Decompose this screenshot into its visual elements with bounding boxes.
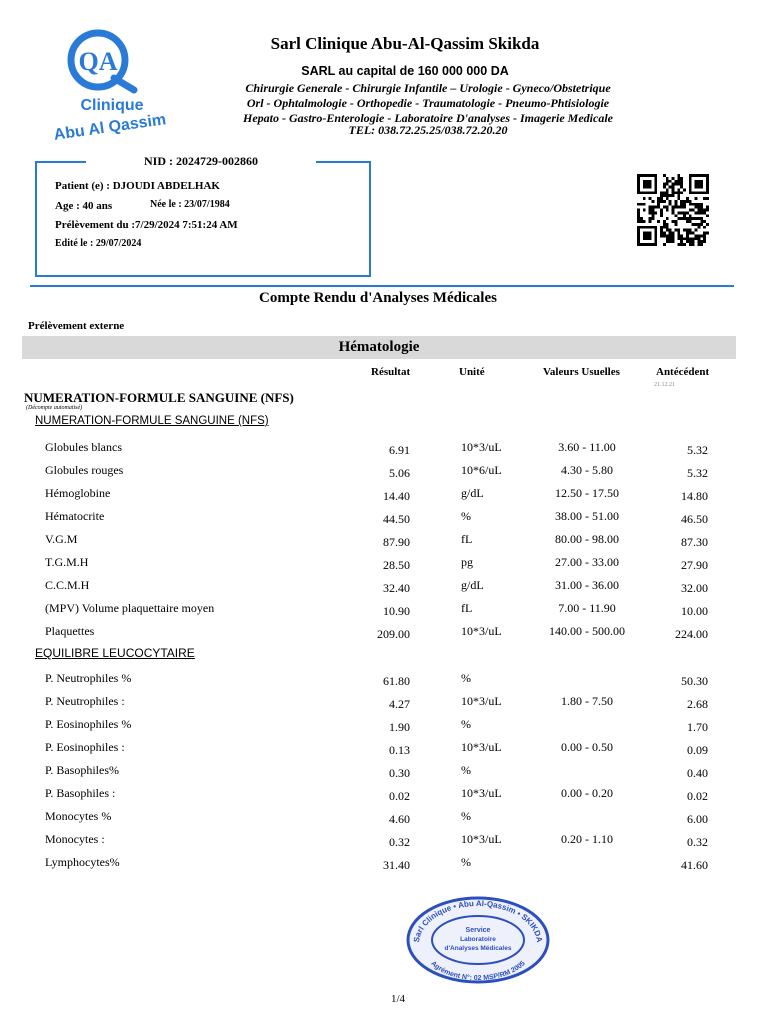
patient-name: Patient (e) : DJOUDI ABDELHAK [55, 180, 220, 192]
result-row [0, 440, 768, 460]
test-name: Monocytes % [45, 809, 112, 823]
test-reference: 0.00 - 0.20 [561, 786, 613, 800]
test-unit: fL [461, 532, 473, 546]
result-row [0, 855, 768, 875]
test-reference: 80.00 - 98.00 [555, 532, 619, 546]
test-unit: 10*3/uL [461, 786, 502, 800]
previous-date: 21.12.21 [654, 382, 675, 388]
test-name: (MPV) Volume plaquettaire moyen [45, 601, 215, 615]
test-result: 6.91 [389, 443, 410, 457]
result-row [0, 832, 768, 852]
qr-code [636, 174, 710, 246]
test-unit: 10*3/uL [461, 624, 502, 638]
test-unit: 10*3/uL [461, 694, 502, 708]
test-reference: 12.50 - 17.50 [555, 486, 619, 500]
column-header-unit: Unité [459, 366, 485, 378]
subgroup-title: EQUILIBRE LEUCOCYTAIRE [35, 646, 195, 660]
page-number: 1/4 [390, 993, 406, 1005]
patient-birthdate: Née le : 23/07/1984 [150, 199, 230, 210]
test-reference: 4.30 - 5.80 [561, 463, 613, 477]
test-unit: % [461, 717, 471, 731]
clinic-capital: SARL au capital de 160 000 000 DA [301, 64, 509, 78]
patient-age: Age : 40 ans [55, 200, 113, 212]
result-row [0, 717, 768, 737]
test-result: 1.90 [389, 720, 410, 734]
test-result: 0.13 [389, 743, 410, 757]
test-name: P. Basophiles : [45, 786, 116, 800]
test-unit: pg [461, 555, 473, 569]
test-name: Hémoglobine [45, 486, 111, 500]
specialties-line: Hepato - Gastro-Enterologie - Laboratoire D'analyses - Imagerie Medicale [243, 111, 613, 125]
test-name: P. Eosinophiles % [45, 717, 132, 731]
test-previous: 27.90 [681, 558, 708, 572]
test-reference: 3.60 - 11.00 [558, 440, 616, 454]
logo-subtext: Abu Al Qassim [52, 111, 168, 140]
test-previous: 41.60 [681, 858, 708, 872]
group-note: (Décompte automatisé) [26, 405, 83, 411]
result-row [0, 763, 768, 783]
test-name: P. Neutrophiles : [45, 694, 125, 708]
test-previous: 1.70 [687, 720, 708, 734]
test-previous: 0.40 [687, 766, 708, 780]
test-reference: 0.20 - 1.10 [561, 832, 613, 846]
stamp-line: Service [465, 927, 491, 934]
specialties-line: Chirurgie Generale - Chirurgie Infantile – Urologie - Gyneco/Obstetrique [245, 81, 611, 95]
result-row [0, 555, 768, 575]
logo-letters: QA [78, 47, 118, 76]
test-name: Plaquettes [45, 624, 95, 638]
result-row [0, 809, 768, 829]
result-row [0, 486, 768, 506]
test-result: 31.40 [383, 858, 410, 872]
test-result: 87.90 [383, 535, 410, 549]
test-unit: % [461, 855, 471, 869]
test-result: 5.06 [389, 466, 410, 480]
test-name: Hématocrite [45, 509, 105, 523]
test-previous: 0.09 [687, 743, 708, 757]
test-reference: 1.80 - 7.50 [561, 694, 613, 708]
sample-type: Prélèvement externe [28, 320, 125, 332]
result-row [0, 463, 768, 483]
test-unit: fL [461, 601, 473, 615]
test-name: Monocytes : [45, 832, 105, 846]
result-row [0, 532, 768, 552]
test-previous: 2.68 [687, 697, 708, 711]
test-name: Lymphocytes% [45, 855, 120, 869]
patient-nid: NID : 2024729-002860 [86, 154, 316, 169]
test-result: 10.90 [383, 604, 410, 618]
result-row [0, 509, 768, 529]
result-row [0, 601, 768, 621]
test-result: 4.60 [389, 812, 410, 826]
test-previous: 0.02 [687, 789, 708, 803]
test-reference: 27.00 - 33.00 [555, 555, 619, 569]
test-result: 14.40 [383, 489, 410, 503]
test-name: C.C.M.H [45, 578, 90, 592]
clinic-phone: TEL: 038.72.25.25/038.72.20.20 [348, 123, 508, 137]
test-result: 0.32 [389, 835, 410, 849]
test-unit: % [461, 509, 471, 523]
result-row [0, 671, 768, 691]
test-unit: 10*3/uL [461, 832, 502, 846]
laboratory-stamp [403, 894, 553, 984]
test-name: T.G.M.H [45, 555, 89, 569]
test-previous: 14.80 [681, 489, 708, 503]
test-result: 4.27 [389, 697, 410, 711]
test-previous: 87.30 [681, 535, 708, 549]
test-previous: 224.00 [675, 627, 708, 641]
test-previous: 46.50 [681, 512, 708, 526]
test-reference: 0.00 - 0.50 [561, 740, 613, 754]
test-unit: 10*3/uL [461, 740, 502, 754]
test-name: Globules blancs [45, 440, 122, 454]
test-reference: 31.00 - 36.00 [555, 578, 619, 592]
test-unit: % [461, 809, 471, 823]
group-title: NUMERATION-FORMULE SANGUINE (NFS) [24, 390, 294, 405]
test-name: P. Basophiles% [45, 763, 120, 777]
logo-text: Clinique [80, 97, 144, 114]
test-name: Globules rouges [45, 463, 124, 477]
edit-date: Edité le : 29/07/2024 [55, 238, 142, 249]
result-row [0, 786, 768, 806]
test-name: P. Eosinophiles : [45, 740, 125, 754]
test-previous: 5.32 [687, 466, 708, 480]
test-previous: 50.30 [681, 674, 708, 688]
result-row [0, 740, 768, 760]
test-previous: 10.00 [681, 604, 708, 618]
result-row [0, 694, 768, 714]
test-result: 0.02 [389, 789, 410, 803]
result-row [0, 624, 768, 644]
test-unit: % [461, 671, 471, 685]
test-result: 28.50 [383, 558, 410, 572]
column-header-result: Résultat [371, 366, 411, 378]
test-reference: 7.00 - 11.90 [558, 601, 616, 615]
test-result: 44.50 [383, 512, 410, 526]
test-result: 209.00 [377, 627, 410, 641]
result-row [0, 578, 768, 598]
stamp-line: Laboratoire [460, 936, 496, 943]
test-reference: 38.00 - 51.00 [555, 509, 619, 523]
test-previous: 0.32 [687, 835, 708, 849]
stamp-line: d'Analyses Médicales [444, 945, 512, 952]
test-name: P. Neutrophiles % [45, 671, 132, 685]
test-unit: 10*3/uL [461, 440, 502, 454]
test-result: 0.30 [389, 766, 410, 780]
sampling-date: Prélèvement du :7/29/2024 7:51:24 AM [55, 219, 238, 231]
test-result: 32.40 [383, 581, 410, 595]
header-divider [30, 285, 734, 287]
test-previous: 5.32 [687, 443, 708, 457]
subgroup-title: NUMERATION-FORMULE SANGUINE (NFS) [35, 415, 269, 427]
stamp-outer-text: Sarl Clinique • Abu Al-Qassim • SKIKDA [411, 898, 545, 943]
test-name: V.G.M [45, 532, 78, 546]
report-title: Compte Rendu d'Analyses Médicales [259, 290, 497, 306]
test-previous: 32.00 [681, 581, 708, 595]
specialties-line: Orl - Ophtalmologie - Orthopedie - Traumatologie - Pneumo-Phtisiologie [246, 96, 610, 110]
test-previous: 6.00 [687, 812, 708, 826]
test-unit: 10*6/uL [461, 463, 502, 477]
test-unit: g/dL [461, 486, 484, 500]
stamp-bottom-text: Agrément N°: 02 MSP/RM 2005 [429, 960, 527, 983]
column-header-previous: Antécédent [656, 366, 710, 378]
test-unit: g/dL [461, 578, 484, 592]
column-header-reference: Valeurs Usuelles [543, 366, 620, 378]
test-reference: 140.00 - 500.00 [549, 624, 625, 638]
section-title: Hématologie [338, 339, 420, 355]
test-unit: % [461, 763, 471, 777]
clinic-name: Sarl Clinique Abu-Al-Qassim Skikda [270, 34, 540, 53]
test-result: 61.80 [383, 674, 410, 688]
